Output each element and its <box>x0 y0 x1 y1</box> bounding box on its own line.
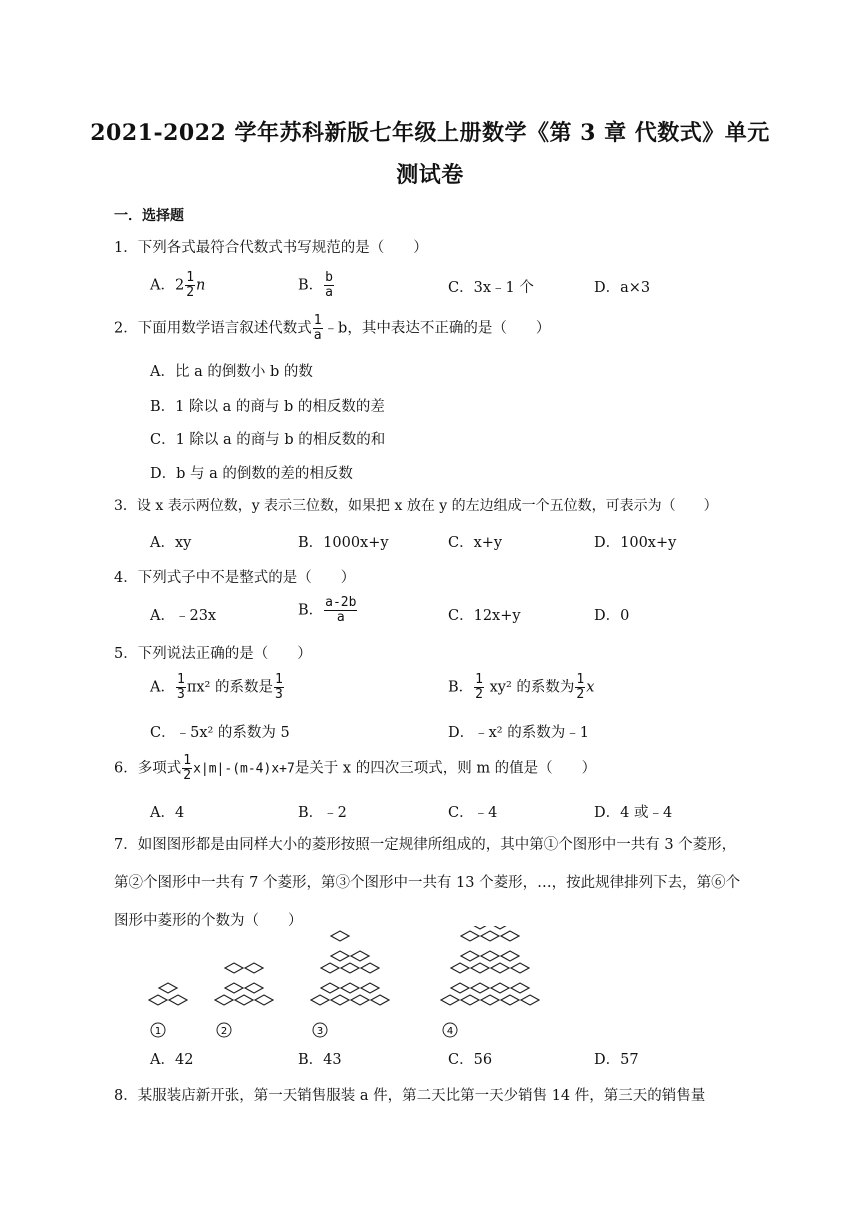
q1-option-c: C．3x﹣1 个 <box>448 280 534 296</box>
rhombus <box>451 963 469 973</box>
question-4-stem: 4．下列式子中不是整式的是（ ） <box>114 570 356 586</box>
q2-option-b: B．1 除以 a 的商与 b 的相反数的差 <box>150 399 385 415</box>
rhombus <box>341 963 359 973</box>
q2-option-c: C．1 除以 a 的商与 b 的相反数的和 <box>150 432 386 448</box>
question-8-stem: 8．某服装店新开张，第一天销售服装 a 件，第二天比第一天少销售 14 件，第三天的销售量 <box>114 1088 706 1104</box>
rhombus <box>149 995 167 1005</box>
question-1-stem: 1．下列各式最符合代数式书写规范的是（ ） <box>114 240 428 256</box>
q4-option-a: A．﹣23x <box>150 608 217 624</box>
q7-option-c: C．56 <box>448 1052 493 1068</box>
rhombus <box>481 931 499 941</box>
q6-option-d: D．4 或﹣4 <box>594 805 673 821</box>
rhombus <box>225 983 243 993</box>
question-3-stem: 3．设 x 表示两位数，y 表示三位数，如果把 x 放在 y 的左边组成一个五位数，可表示为（ ） <box>114 498 718 514</box>
q6-option-a: A．4 <box>150 805 185 821</box>
q3-option-c: C．x+y <box>448 535 503 551</box>
rhombus <box>321 983 339 993</box>
rhombus <box>215 995 233 1005</box>
q7-option-b: B．43 <box>298 1052 342 1068</box>
rhombus <box>501 931 519 941</box>
rhombus <box>461 951 479 961</box>
rhombus <box>491 926 509 929</box>
figure-label: 4 <box>446 1026 454 1037</box>
rhombus <box>491 963 509 973</box>
rhombus <box>461 995 479 1005</box>
rhombus <box>361 963 379 973</box>
figure-label: 2 <box>220 1026 228 1037</box>
rhombus <box>331 931 349 941</box>
q4-option-d: D．0 <box>594 608 630 624</box>
q2-option-d: D．b 与 a 的倒数的差的相反数 <box>150 466 353 482</box>
rhombus <box>225 963 243 973</box>
question-2-stem: 2．下面用数学语言叙述代数式 $\frac{1}{a}$ ﹣b，其中表达不正确的是（ ） <box>114 313 551 343</box>
q5-option-d: D．﹣x² 的系数为﹣1 <box>448 725 589 741</box>
rhombus <box>481 995 499 1005</box>
page-title-line2: 测试卷 <box>396 162 464 188</box>
rhombus <box>341 983 359 993</box>
q5-option-b: B． $\frac{1}{2}$ xy² 的系数为 $\frac{1}{2}$ x <box>448 672 595 702</box>
q6-option-b: B．﹣2 <box>298 805 347 821</box>
rhombus <box>511 963 529 973</box>
rhombus <box>461 931 479 941</box>
q6-option-c: C．﹣4 <box>448 805 498 821</box>
q1-option-a: A．2 $\frac{1}{2}$ n <box>150 270 206 300</box>
rhombus <box>331 951 349 961</box>
rhombus <box>471 926 489 929</box>
rhombus <box>371 995 389 1005</box>
figure-label: 1 <box>154 1026 162 1037</box>
rhombus <box>311 995 329 1005</box>
q2-option-a: A．比 a 的倒数小 b 的数 <box>150 364 313 380</box>
rhombus <box>471 983 489 993</box>
rhombus <box>361 983 379 993</box>
rhombus <box>501 951 519 961</box>
question-7-stem: 7．如图图形都是由同样大小的菱形按照一定规律所组成的，其中第①个图形中一共有 3 个菱形，第②个图形中一共有 7 个菱形，第③个图形中一共有 13 个菱形，…，按此规律排列下去，第⑥个图形中菱形的个数为（ ） <box>114 837 741 929</box>
q5-option-a: A． $\frac{1}{3}$ πx² 的系数是 $\frac{1}{3}$ <box>150 672 283 702</box>
rhombus <box>441 995 459 1005</box>
rhombus <box>511 983 529 993</box>
rhombus <box>481 951 499 961</box>
rhombus <box>451 983 469 993</box>
q4-option-c: C．12x+y <box>448 608 521 624</box>
rhombus <box>351 995 369 1005</box>
question-5-stem: 5．下列说法正确的是（ ） <box>114 646 312 662</box>
rhombus <box>255 995 273 1005</box>
question-6-stem: 6．多项式 $\frac{1}{2}$ x|m|-(m-4)x+7是关于 x 的四次三项式，则 m 的值是（ ） <box>114 753 597 783</box>
rhombus <box>471 963 489 973</box>
q5-option-c: C．﹣5x² 的系数为 5 <box>150 725 290 741</box>
rhombus <box>351 951 369 961</box>
q7-option-d: D．57 <box>594 1052 639 1068</box>
figure-label: 3 <box>316 1026 324 1037</box>
q7-option-a: A．42 <box>150 1052 194 1068</box>
q1-option-d: D．a×3 <box>594 280 651 296</box>
rhombus <box>321 963 339 973</box>
q4-option-b: B． $\frac{a-2b}{a}$ <box>298 595 357 625</box>
rhombus <box>159 983 177 993</box>
rhombus <box>521 995 539 1005</box>
rhombus <box>491 983 509 993</box>
rhombus <box>245 983 263 993</box>
rhombus <box>235 995 253 1005</box>
q3-option-d: D．100x+y <box>594 535 677 551</box>
page-title: 2021-2022 学年苏科新版七年级上册数学《第 3 章 代数式》单元 <box>90 120 770 146</box>
rhombus <box>501 995 519 1005</box>
rhombus-pattern-figure <box>146 926 566 1044</box>
rhombus <box>169 995 187 1005</box>
q1-option-b: B． $\frac{b}{a}$ <box>298 270 333 300</box>
q3-option-a: A．xy <box>150 535 192 551</box>
rhombus <box>245 963 263 973</box>
section-heading: 一．选择题 <box>114 208 184 224</box>
rhombus <box>331 995 349 1005</box>
q3-option-b: B．1000x+y <box>298 535 389 551</box>
